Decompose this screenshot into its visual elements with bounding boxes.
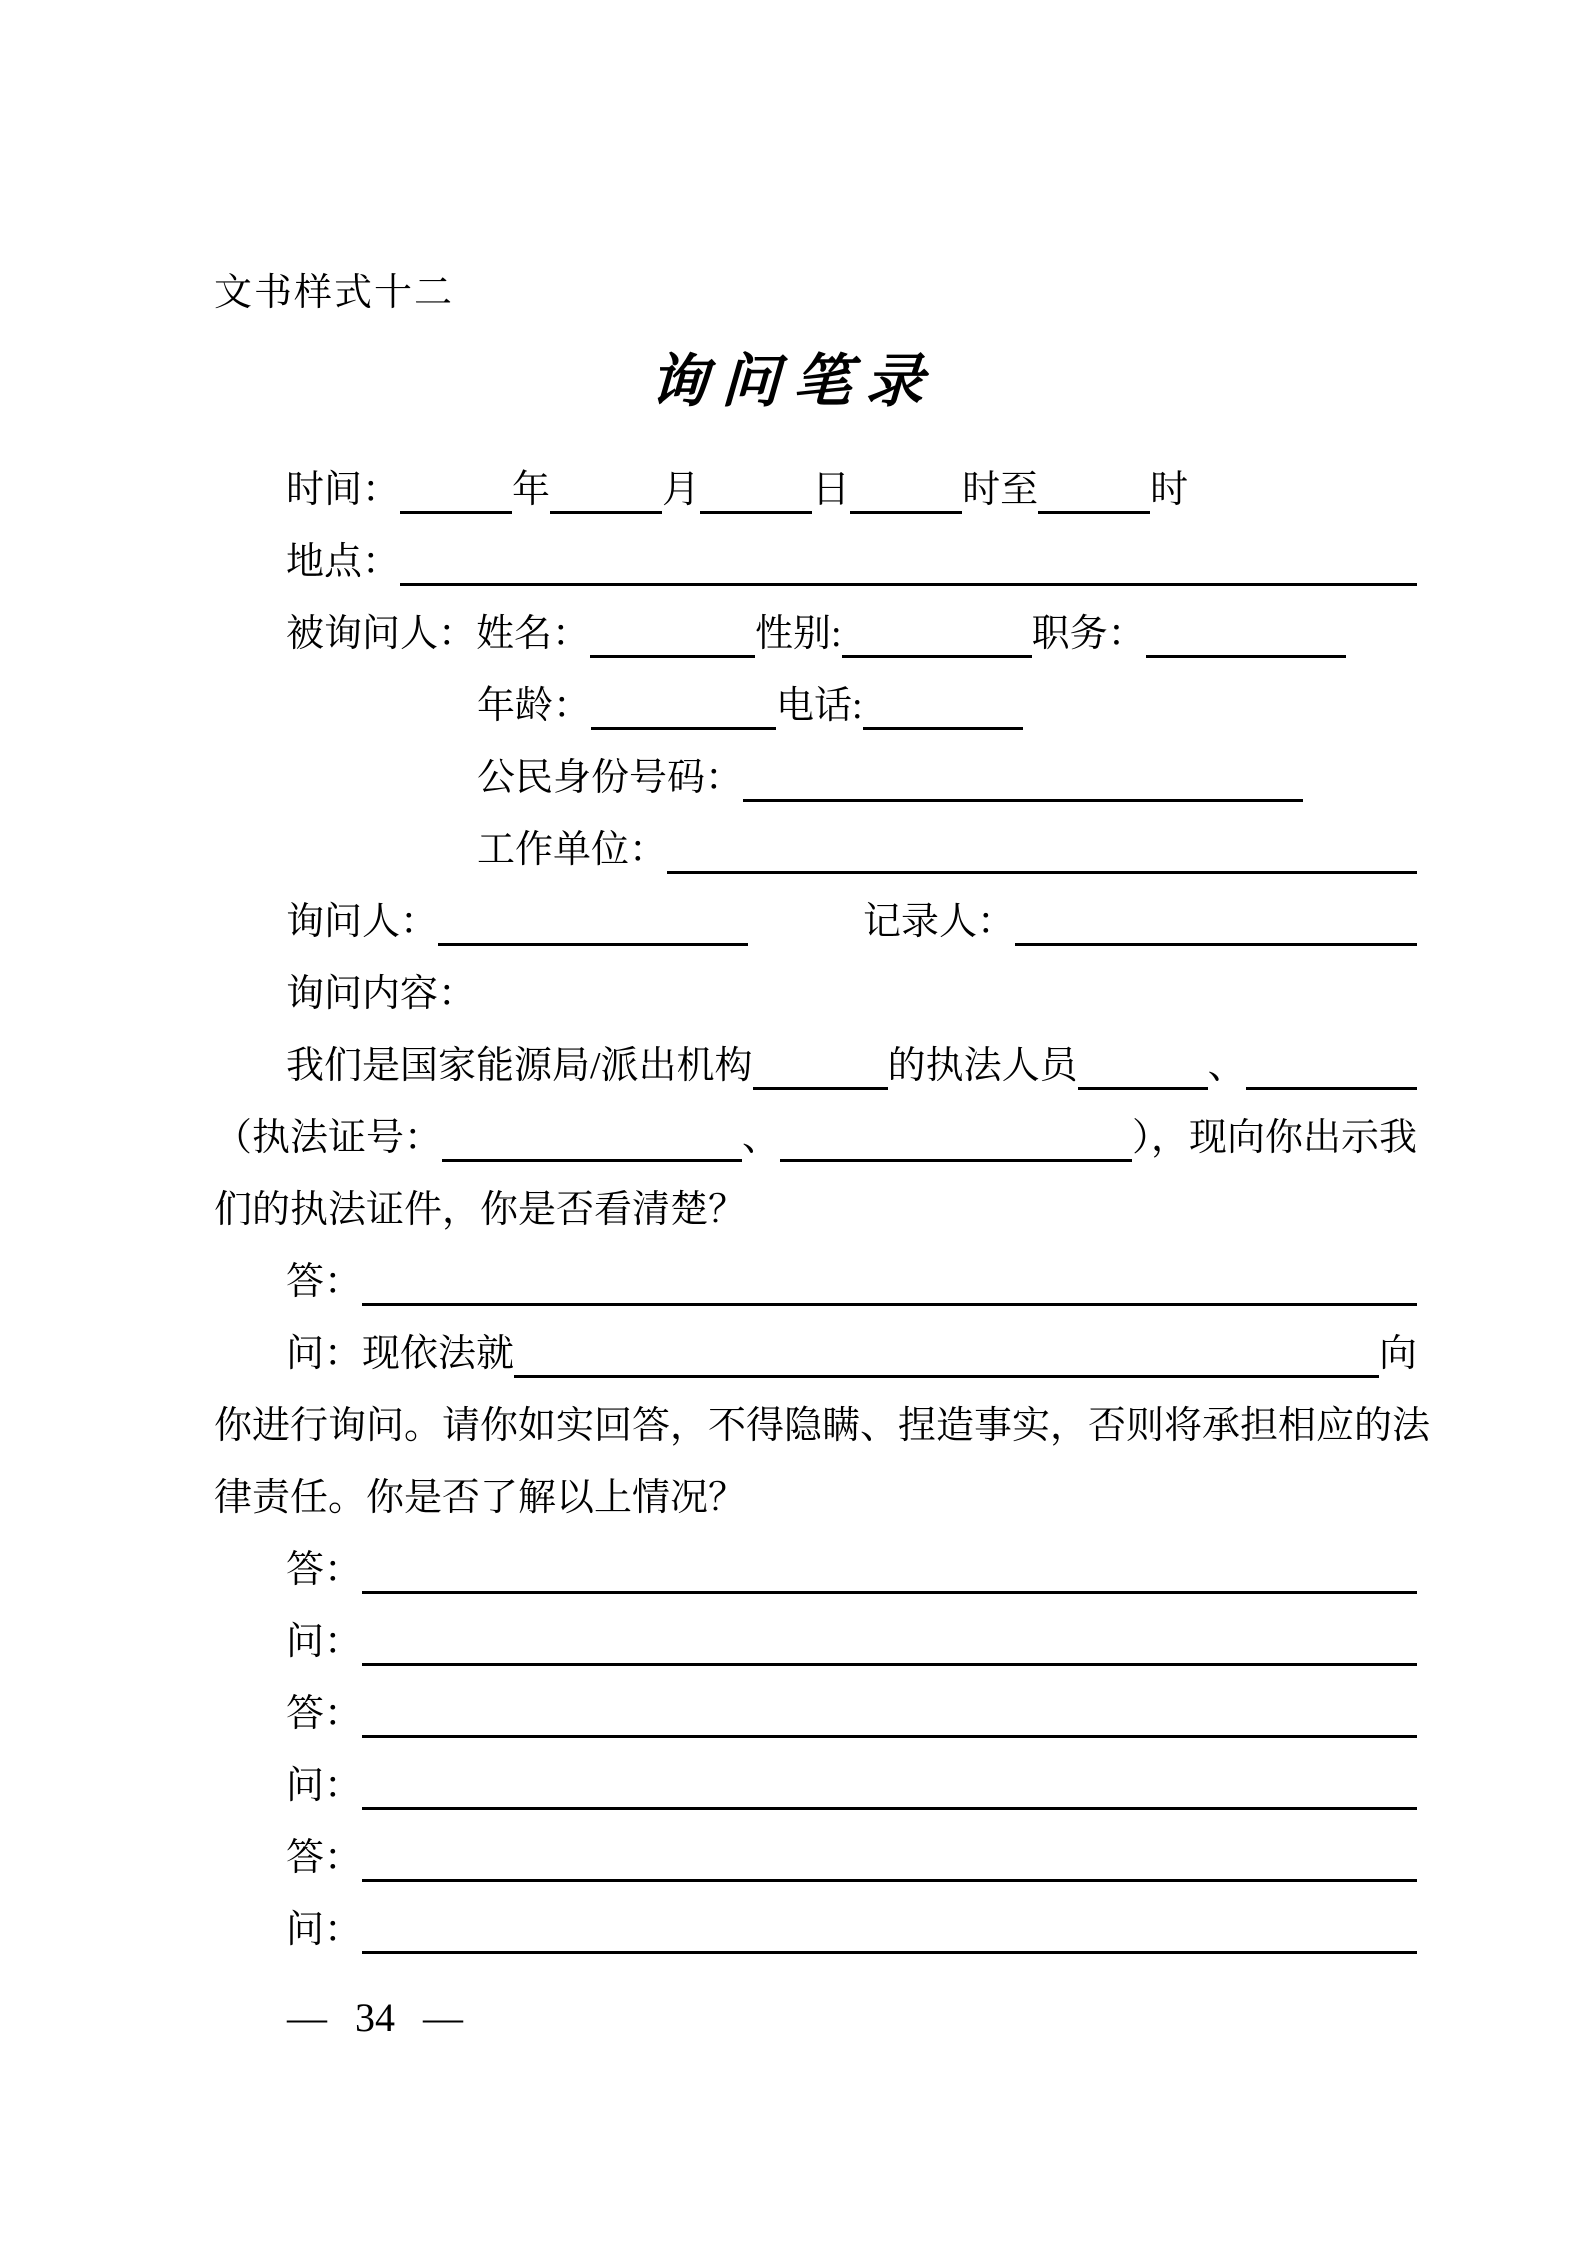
question-continued-text: 你进行询问。请你如实回答，不得隐瞒、捏造事实，否则将承担相应的法 — [214, 1405, 1431, 1447]
intro-text: 我们是国家能源局/派出机构 — [286, 1045, 753, 1087]
location-blank — [400, 538, 1417, 586]
cert-continued-text: 们的执法证件，你是否看清楚？ — [214, 1189, 747, 1231]
recorder-blank — [1015, 898, 1417, 946]
interviewee-line-3 — [214, 742, 1417, 814]
cert-line — [214, 1102, 1417, 1174]
hour-suffix: 时 — [1150, 469, 1189, 511]
answer-blank — [362, 1546, 1417, 1594]
age-label: 年龄： — [477, 685, 592, 727]
year-suffix: 年 — [512, 469, 551, 511]
interviewee-label: 被询问人： — [286, 613, 477, 655]
question-line-2 — [214, 1606, 1417, 1678]
content-label-line — [214, 958, 1417, 1030]
intro-line — [214, 1030, 1417, 1102]
question-line-4 — [214, 1894, 1417, 1966]
question-line-1-cont2 — [214, 1462, 1417, 1534]
answer-line-3 — [214, 1678, 1417, 1750]
officer2-blank — [1246, 1042, 1417, 1090]
phone-blank — [863, 682, 1023, 730]
enumeration-comma: 、 — [742, 1117, 781, 1159]
id-number-label: 公民身份号码： — [477, 757, 744, 799]
answer-label: 答： — [286, 1837, 363, 1879]
position-blank — [1146, 610, 1346, 658]
day-blank — [700, 466, 812, 514]
question-line-3 — [214, 1750, 1417, 1822]
officers-text: 的执法人员 — [887, 1045, 1078, 1087]
gender-blank — [842, 610, 1032, 658]
cert-label: （执法证号： — [214, 1117, 443, 1159]
answer-line-1 — [214, 1246, 1417, 1318]
content-label: 询问内容： — [286, 973, 477, 1015]
cert-line-2 — [214, 1174, 1417, 1246]
answer-label: 答： — [286, 1549, 363, 1591]
id-number-blank — [743, 754, 1303, 802]
form-lines — [214, 454, 1431, 1966]
cert1-blank — [442, 1114, 742, 1162]
position-label: 职务： — [1031, 613, 1146, 655]
end-hour-blank — [1038, 466, 1150, 514]
location-label: 地点： — [286, 541, 401, 583]
employer-label: 工作单位： — [477, 829, 668, 871]
gap — [748, 922, 863, 923]
answer-blank — [362, 1690, 1417, 1738]
answer-line-4 — [214, 1822, 1417, 1894]
answer-label: 答： — [286, 1693, 363, 1735]
phone-label: 电话: — [776, 685, 863, 727]
interviewee-line-1 — [214, 598, 1417, 670]
hour-to-label: 时至 — [962, 469, 1039, 511]
month-blank — [550, 466, 662, 514]
enumeration-comma: 、 — [1207, 1045, 1246, 1087]
question-lead: 问：现依法就 — [286, 1333, 515, 1375]
page-number: — 34 — — [287, 1995, 463, 2040]
employer-blank — [667, 826, 1417, 874]
location-line — [214, 526, 1417, 598]
month-suffix: 月 — [662, 469, 701, 511]
doc-style-label: 文书样式十二 — [214, 272, 455, 314]
officer1-blank — [1078, 1042, 1208, 1090]
inquirer-blank — [438, 898, 748, 946]
name-label: 姓名： — [476, 613, 591, 655]
answer-blank — [362, 1258, 1417, 1306]
name-blank — [590, 610, 755, 658]
gender-label: 性别: — [755, 613, 842, 655]
page-title: 询问笔录 — [648, 349, 939, 414]
time-line — [214, 454, 1417, 526]
matter-blank — [514, 1330, 1379, 1378]
question-label: 问： — [286, 1909, 363, 1951]
start-hour-blank — [850, 466, 962, 514]
age-blank — [591, 682, 776, 730]
question-blank — [362, 1762, 1417, 1810]
question-label: 问： — [286, 1765, 363, 1807]
inquirer-recorder-line — [214, 886, 1417, 958]
agency-blank — [753, 1042, 888, 1090]
answer-blank — [362, 1834, 1417, 1882]
interviewee-line-4 — [214, 814, 1417, 886]
question-blank — [362, 1906, 1417, 1954]
question-line-1-cont — [214, 1390, 1431, 1462]
day-suffix: 日 — [812, 469, 851, 511]
inquirer-label: 询问人： — [286, 901, 439, 943]
recorder-label: 记录人： — [863, 901, 1016, 943]
question-line-1 — [214, 1318, 1417, 1390]
year-blank — [400, 466, 512, 514]
cert-close-text: ），现向你出示我 — [1131, 1117, 1417, 1159]
answer-line-2 — [214, 1534, 1417, 1606]
question-tail: 向 — [1378, 1333, 1417, 1375]
question-label: 问： — [286, 1621, 363, 1663]
time-label: 时间： — [286, 469, 401, 511]
interviewee-line-2 — [214, 670, 1417, 742]
answer-label: 答： — [286, 1261, 363, 1303]
cert2-blank — [780, 1114, 1132, 1162]
question-blank — [362, 1618, 1417, 1666]
question-continued-text: 律责任。你是否了解以上情况？ — [214, 1477, 747, 1519]
